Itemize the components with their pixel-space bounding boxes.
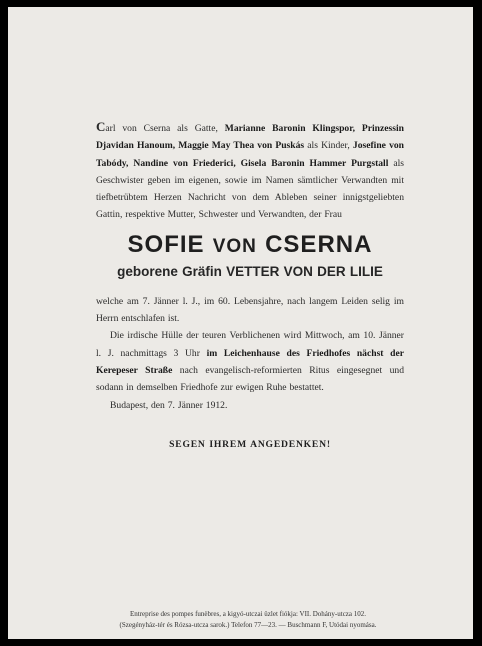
deceased-first-name: SOFIE <box>127 230 205 258</box>
children-names: Marianne Baronin Klingspor, Prinzessin Djavidan Hanoum, Maggie May Thea von Puskás <box>96 123 404 152</box>
maiden-family: VETTER VON DER LILIE <box>226 263 383 279</box>
maiden-name <box>96 261 404 283</box>
funeral-rite: nach evangelisch-reformierten Ritus eingesegnet und sodann in demselben Friedhofe zur ewigen Ruhe bestattet. <box>96 364 404 394</box>
funeral-paragraph <box>96 327 404 396</box>
announcement-text: als Geschwister geben im eigenen, sowie im Namen sämtlicher Verwandten mit tiefbetrübtem Herzen Nachricht von dem Ableben seiner innigstgeliebten Gattin, respektive Mutter, Schwester und Verwandten, der Frau <box>96 157 405 221</box>
notice-sheet <box>8 7 473 639</box>
maiden-label: geborene Gräfin <box>117 263 222 279</box>
widower-role: als Gatte, <box>170 123 225 134</box>
printer-footer <box>48 609 448 631</box>
widower-name: arl von Cserna <box>105 123 171 134</box>
intro-paragraph <box>96 118 404 224</box>
place-date: Budapest, den 7. Jänner 1912. <box>110 399 228 411</box>
death-paragraph: welche am 7. Jänner l. J., im 60. Lebensjahre, nach langem Leiden selig im Herrn entschlafen ist. <box>96 295 404 325</box>
funeral-location: im Leichenhause des Friedhofes nächst der Kerepeser Straße <box>96 347 405 376</box>
drop-cap: C <box>96 119 106 134</box>
notice-body <box>96 118 404 453</box>
deceased-name <box>96 231 404 261</box>
footer-line-2: (Szegényház-tér és Rózsa-utcza sarok.) Telefon 77—23. — Buschmann F, Utódai nyomása. <box>119 621 377 629</box>
children-role: als Kinder, <box>304 140 353 152</box>
funeral-time: Die irdische Hülle der teuren Verblichenen wird Mittwoch, am 10. Jänner l. J. nachmittags 3 Uhr <box>96 330 404 359</box>
closing-blessing: SEGEN IHREM ANGEDENKEN! <box>169 438 331 450</box>
deceased-particle: VON <box>212 235 257 257</box>
siblings-names: Josefine von Tabódy, Nandine von Friederici, Gisela Baronin Hammer Purgstall <box>96 140 404 169</box>
footer-line-1: Entreprise des pompes funèbres, a kigyó-utczai üzlet fiókja: VII. Dohány-utcza 102. <box>129 610 367 618</box>
deceased-surname: CSERNA <box>265 230 373 258</box>
